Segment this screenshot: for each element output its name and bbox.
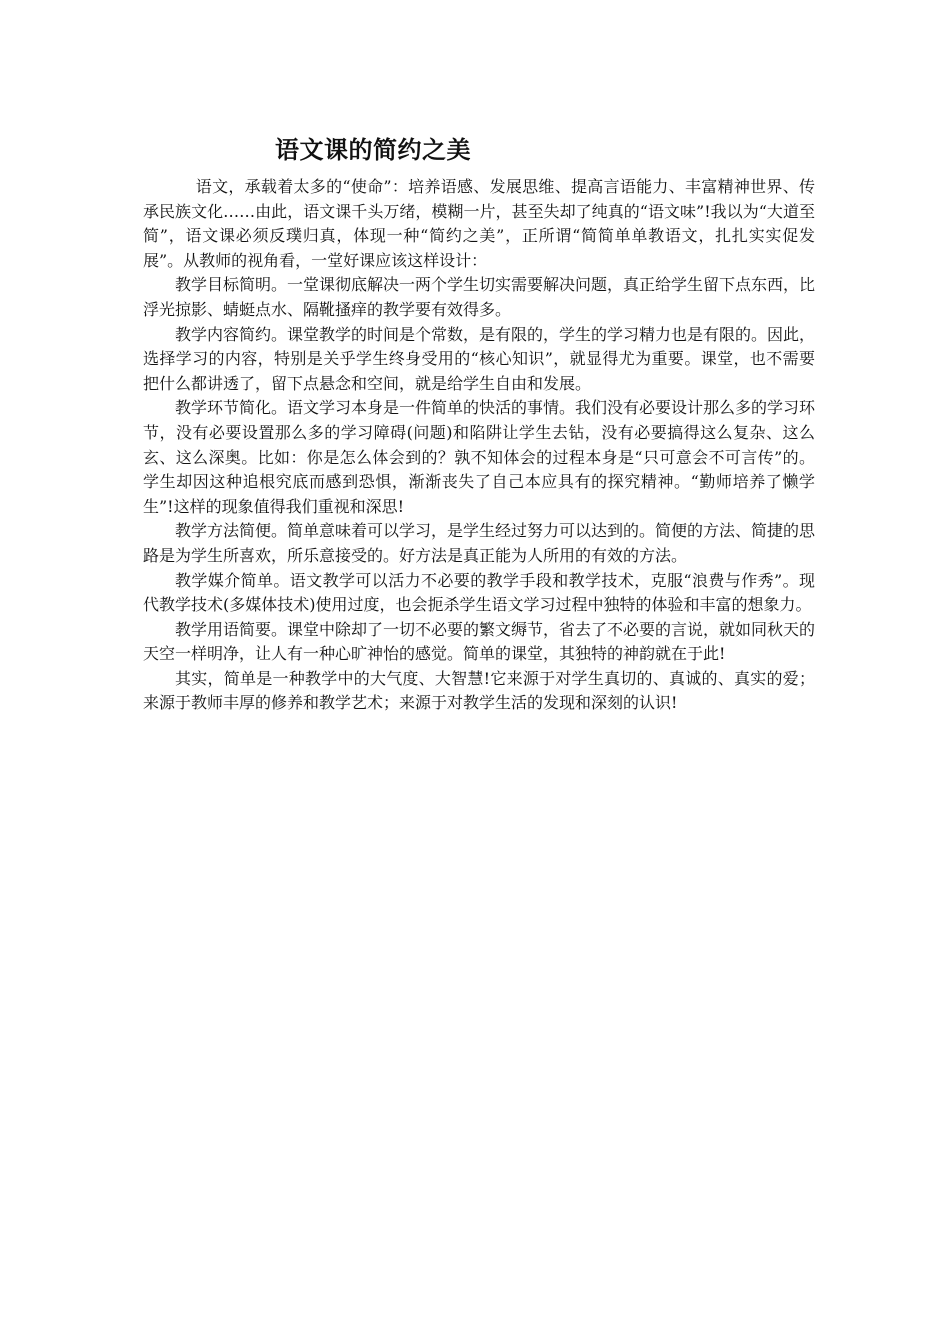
- document-body: [143, 175, 815, 716]
- document-title: 语文课的简约之美: [275, 136, 471, 164]
- paragraph-teaching-media: 教学媒介简单。语文教学可以活力不必要的教学手段和教学技术，克服“浪费与作秀”。现代教学技术(多媒体技术)使用过度，也会扼杀学生语文学习过程中独特的体验和丰富的想象力。: [143, 570, 815, 615]
- paragraph-conclusion: 其实，简单是一种教学中的大气度、大智慧!它来源于对学生真切的、真诚的、真实的爱；来源于教师丰厚的修养和教学艺术；来源于对教学生活的发现和深刻的认识!: [143, 668, 815, 713]
- paragraph-teaching-content: 教学内容简约。课堂教学的时间是个常数，是有限的，学生的学习精力也是有限的。因此，选择学习的内容，特别是关乎学生终身受用的“核心知识”，就显得尤为重要。课堂，也不需要把什么都讲透了，留下点悬念和空间，就是给学生自由和发展。: [143, 324, 816, 393]
- paragraph-teaching-steps: 教学环节简化。语文学习本身是一件简单的快活的事情。我们没有必要设计那么多的学习环节，没有必要设置那么多的学习障碍(问题)和陷阱让学生去钻，没有必要搞得这么复杂、这么玄、这么深奥。比如：你是怎么体会到的？孰不知体会的过程本身是“只可意会不可言传”的。学生却因这种追根究底而感到恐惧，渐渐丧失了自己本应具有的探究精神。“勤师培养了懒学生”!这样的现象值得我们重视和深思!: [143, 398, 816, 516]
- paragraph-teaching-language: 教学用语简要。课堂中除却了一切不必要的繁文缛节，省去了不必要的言说，就如同秋天的天空一样明净，让人有一种心旷神怡的感觉。简单的课堂，其独特的神韵就在于此!: [143, 619, 816, 664]
- paragraph-intro: 语文，承载着太多的“使命”：培养语感、发展思维、提高言语能力、丰富精神世界、传承民族文化……由此，语文课千头万绪，模糊一片，甚至失却了纯真的“语文味”!我以为“大道至简”，语文课必须反璞归真，体现一种“简约之美”，正所谓“简简单单教语文，扎扎实实促发展”。从教师的视角看，一堂好课应该这样设计：: [143, 177, 815, 270]
- paragraph-teaching-methods: 教学方法简便。简单意味着可以学习，是学生经过努力可以达到的。简便的方法、简捷的思路是为学生所喜欢，所乐意接受的。好方法是真正能为人所用的有效的方法。: [143, 521, 816, 565]
- paragraph-teaching-goals: 教学目标简明。一堂课彻底解决一两个学生切实需要解决问题，真正给学生留下点东西，比浮光掠影、蜻蜓点水、隔靴搔痒的教学要有效得多。: [143, 275, 816, 319]
